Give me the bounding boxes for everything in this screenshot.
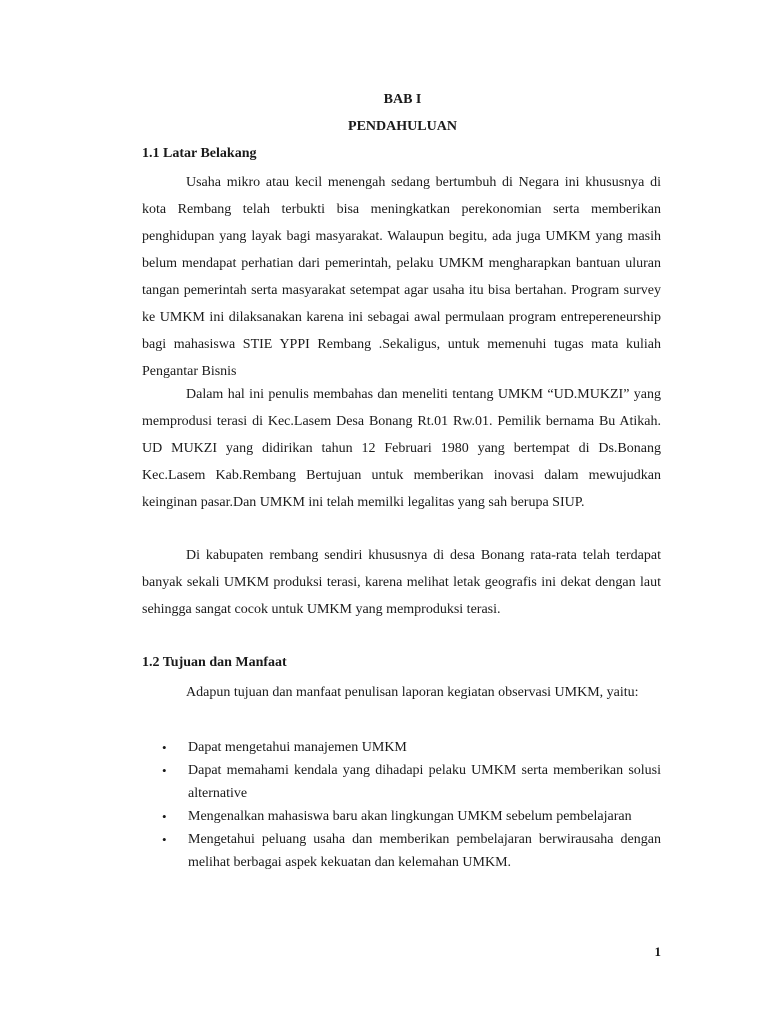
paragraph-tujuan-intro: Adapun tujuan dan manfaat penulisan laporan kegiatan observasi UMKM, yaitu:	[186, 685, 639, 700]
objectives-list	[0, 736, 768, 874]
list-item	[0, 736, 768, 759]
section-heading-tujuan-manfaat: 1.2 Tujuan dan Manfaat	[142, 655, 287, 670]
list-item-text: Dapat mengetahui manajemen UMKM	[188, 740, 407, 755]
bullet-icon: •	[162, 740, 167, 755]
list-item-text: Mengetahui peluang usaha dan memberikan pembelajaran berwirausaha dengan melihat berbagai aspek kekuatan dan kelemahan UMKM.	[188, 832, 661, 870]
list-item-text: Mengenalkan mahasiswa baru akan lingkungan UMKM sebelum pembelajaran	[188, 809, 632, 824]
chapter-title: PENDAHULUAN	[348, 119, 457, 134]
paragraph-latar-belakang-2: Dalam hal ini penulis membahas dan meneliti tentang UMKM “UD.MUKZI” yang memprodusi terasi di Kec.Lasem Desa Bonang Rt.01 Rw.01. Pemilik bernama Bu Atikah. UD MUKZI yang didirikan tahun 12 Februari 1980 yang bertempat di Ds.Bonang Kec.Lasem Kab.Rembang Bertujuan untuk memberikan inovasi dalam mewujudkan keinginan pasar.Dan UMKM ini telah memilki legalitas yang sah berupa SIUP.	[142, 387, 661, 510]
bullet-icon: •	[162, 809, 167, 824]
list-item-text: Dapat memahami kendala yang dihadapi pelaku UMKM serta memberikan solusi alternative	[188, 763, 661, 801]
paragraph-latar-belakang-3: Di kabupaten rembang sendiri khususnya di desa Bonang rata-rata telah terdapat banyak sekali UMKM produksi terasi, karena melihat letak geografis ini dekat dengan laut sehingga sangat cocok untuk UMKM yang memproduksi terasi.	[142, 548, 661, 617]
list-item	[0, 828, 768, 874]
page-number: 1	[654, 944, 661, 959]
section-heading-latar-belakang: 1.1 Latar Belakang	[142, 146, 257, 161]
bullet-icon: •	[162, 832, 167, 847]
bullet-icon: •	[162, 763, 167, 778]
paragraph-latar-belakang-1: Usaha mikro atau kecil menengah sedang bertumbuh di Negara ini khususnya di kota Rembang telah terbukti bisa meningkatkan perekonomian serta memberikan penghidupan yang layak bagi masyarakat. Walaupun begitu, ada juga UMKM yang masih belum mendapat perhatian dari pemerintah, pelaku UMKM mengharapkan bantuan uluran tangan pemerintah serta masyarakat setempat agar usaha itu bisa bertahan. Program survey ke UMKM ini dilaksanakan karena ini sebagai awal permulaan program entrepereneurship bagi mahasiswa STIE YPPI Rembang .Sekaligus, untuk memenuhi tugas mata kuliah Pengantar Bisnis	[142, 175, 661, 379]
list-item	[0, 759, 768, 805]
chapter-label: BAB I	[383, 92, 422, 107]
list-item	[0, 805, 768, 828]
